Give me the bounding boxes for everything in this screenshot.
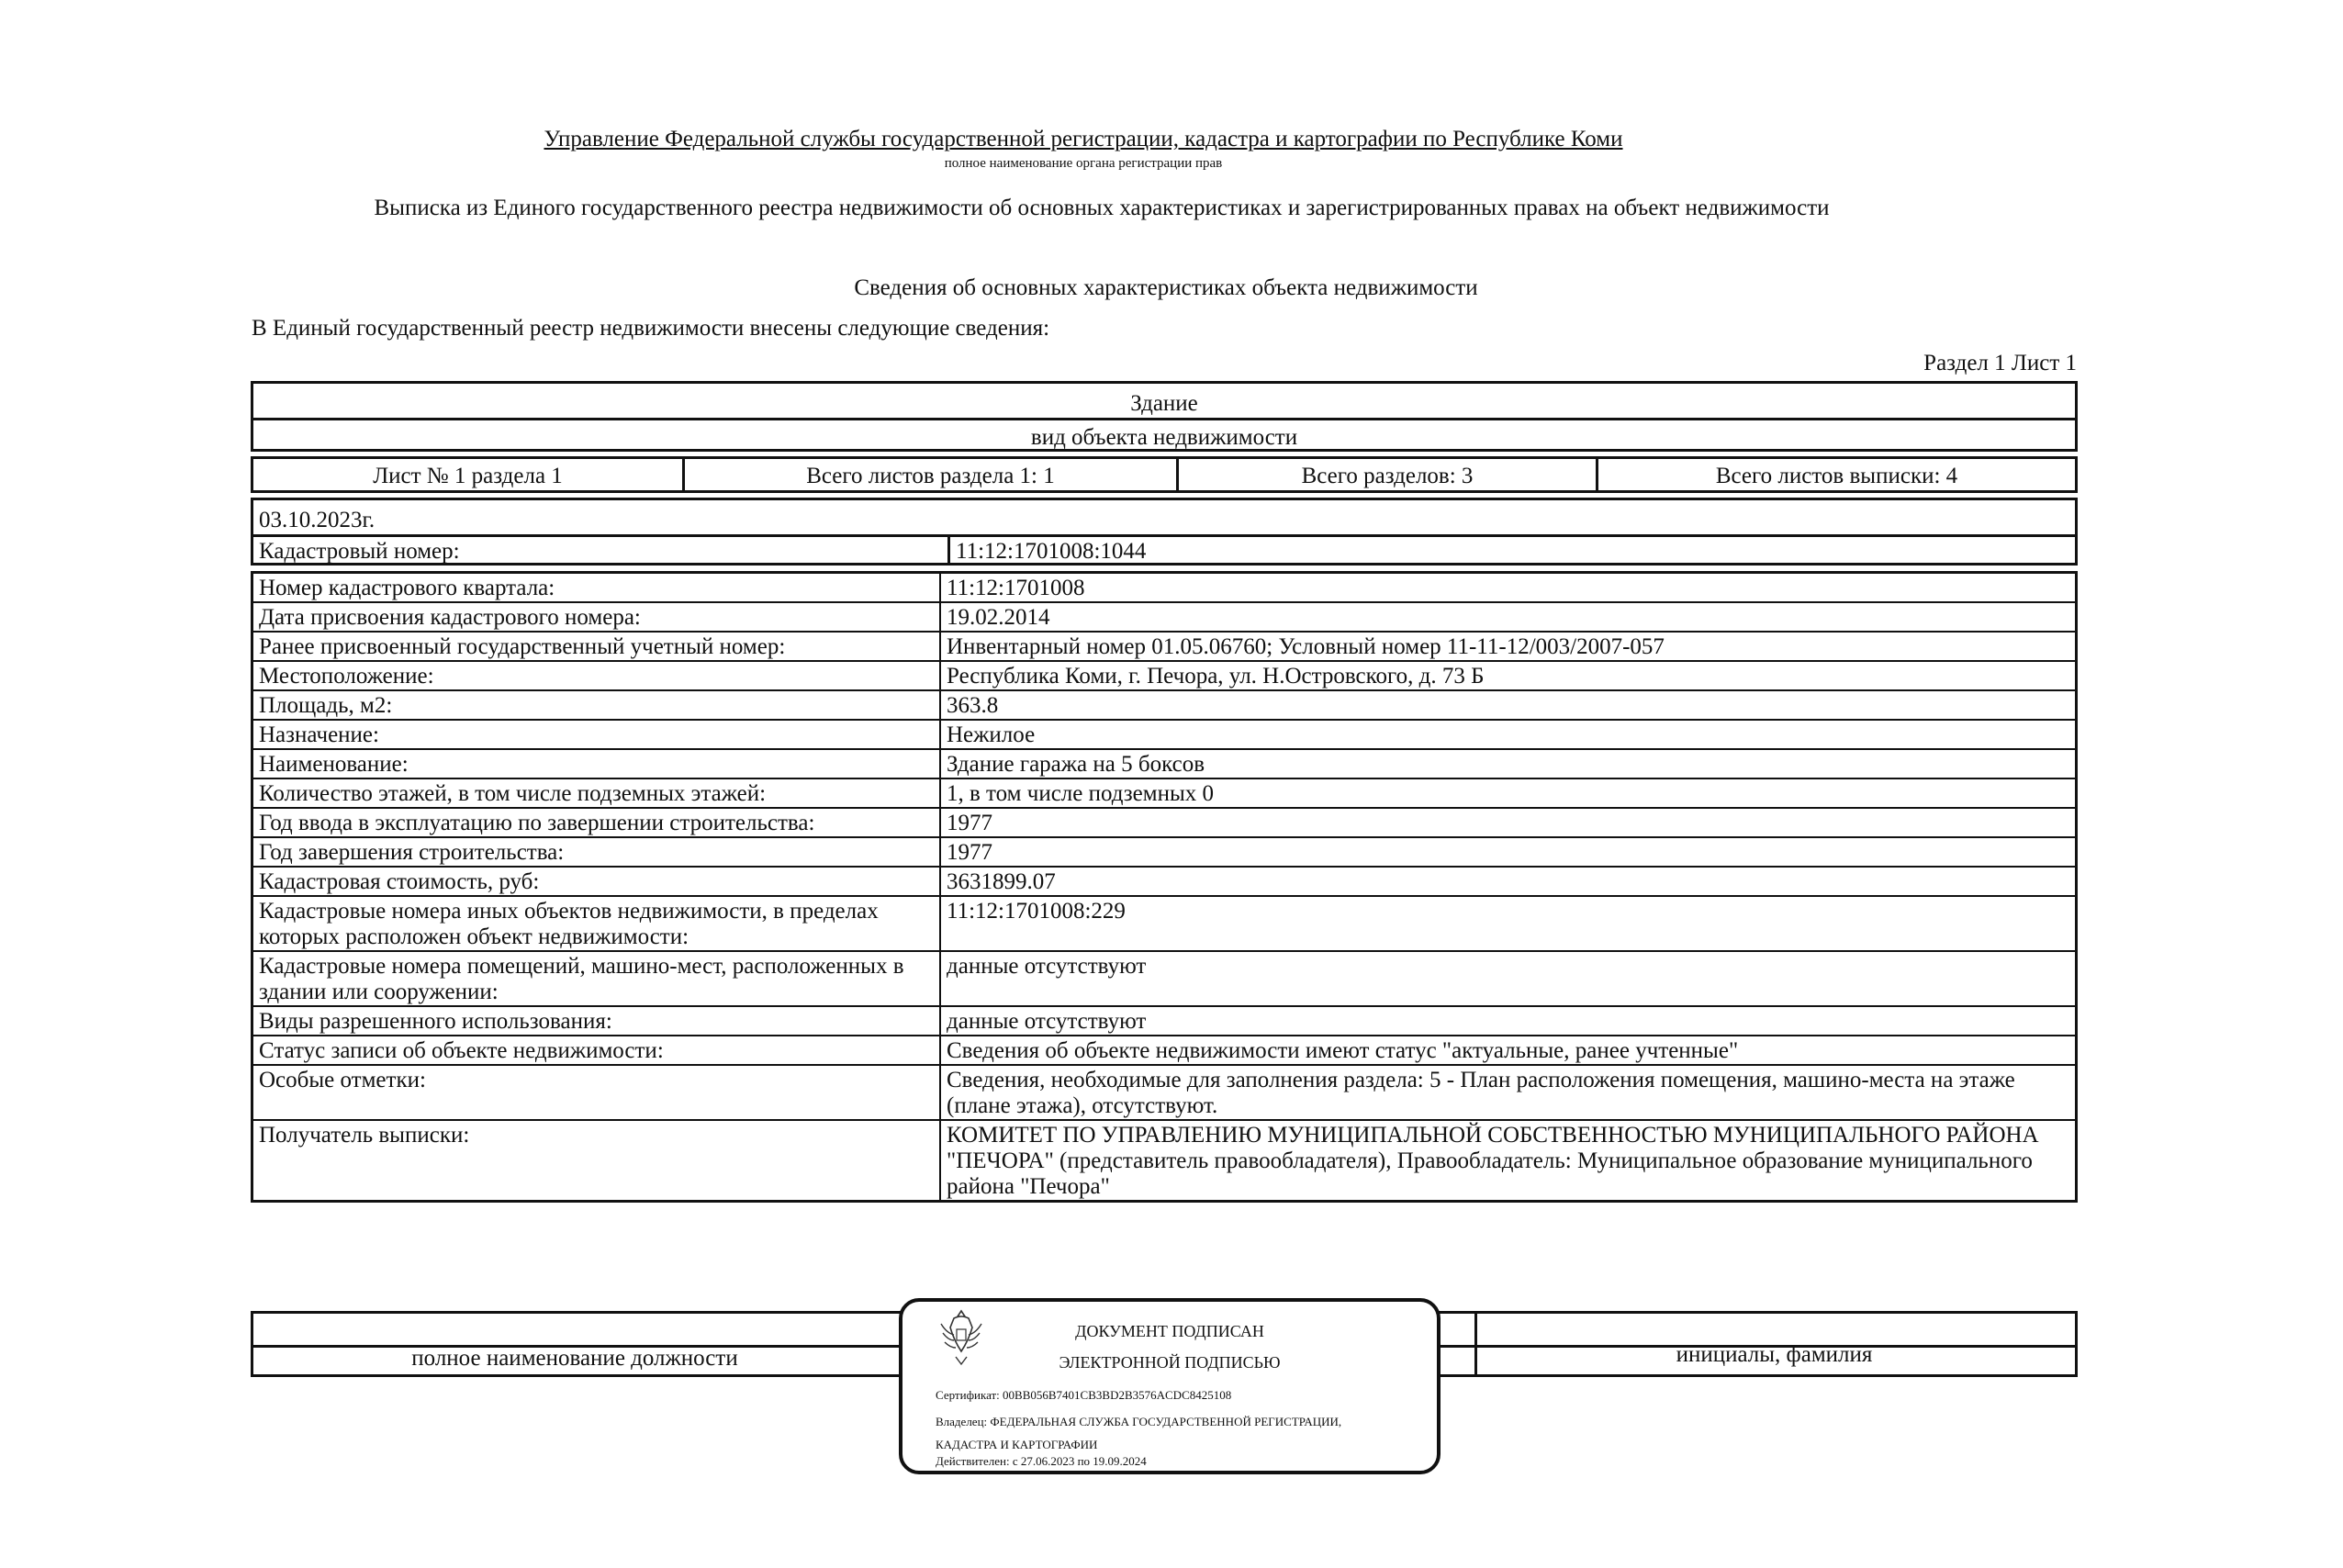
row-label: Особые отметки: xyxy=(252,1065,941,1120)
stamp-owner: Владелец: ФЕДЕРАЛЬНАЯ СЛУЖБА ГОСУДАРСТВЕННОЙ РЕГИСТРАЦИИ, КАДАСТРА И КАРТОГРАФИИ xyxy=(936,1415,1342,1451)
table-row xyxy=(252,951,2077,1006)
row-label: Кадастровые номера помещений, машино-мест, расположенных в здании или сооружении: xyxy=(252,951,941,1006)
row-label: Местоположение: xyxy=(252,661,941,690)
row-value: 1977 xyxy=(940,837,2077,867)
table-row xyxy=(252,1006,2077,1036)
object-type: Здание xyxy=(253,384,2075,420)
stamp-line-2: ЭЛЕКТРОННОЙ ПОДПИСЬЮ xyxy=(1059,1353,1281,1372)
row-label: Кадастровые номера иных объектов недвижимости, в пределах которых расположен объект недвижимости: xyxy=(252,896,941,951)
row-value: 11:12:1701008:229 xyxy=(940,896,2077,951)
row-value: Республика Коми, г. Печора, ул. Н.Островского, д. 73 Б xyxy=(940,661,2077,690)
row-label: Номер кадастрового квартала: xyxy=(252,573,941,603)
table-row xyxy=(252,1036,2077,1065)
name-caption: инициалы, фамилия xyxy=(1676,1342,1873,1367)
section-sheets-total: Всего листов раздела 1: 1 xyxy=(682,459,1176,490)
row-value: КОМИТЕТ ПО УПРАВЛЕНИЮ МУНИЦИПАЛЬНОЙ СОБСТВЕННОСТЬЮ МУНИЦИПАЛЬНОГО РАЙОНА "ПЕЧОРА" (представитель правообладателя), Правообладатель: Муниципальное образование муниципального района "Печора" xyxy=(940,1120,2077,1202)
row-label: Кадастровая стоимость, руб: xyxy=(252,867,941,896)
registry-org-caption: полное наименование органа регистрации прав xyxy=(944,156,1223,171)
row-label: Ранее присвоенный государственный учетный номер: xyxy=(252,632,941,661)
row-value: 1977 xyxy=(940,808,2077,837)
table-row xyxy=(252,720,2077,749)
row-value: 11:12:1701008 xyxy=(940,573,2077,603)
row-label: Дата присвоения кадастрового номера: xyxy=(252,602,941,632)
row-value: 1, в том числе подземных 0 xyxy=(940,778,2077,808)
row-value: 363.8 xyxy=(940,690,2077,720)
table-row xyxy=(252,867,2077,896)
row-label: Статус записи об объекте недвижимости: xyxy=(252,1036,941,1065)
table-row xyxy=(252,808,2077,837)
cadastral-number-label: Кадастровый номер: xyxy=(259,539,460,564)
table-row xyxy=(252,778,2077,808)
row-value: Сведения об объекте недвижимости имеют статус "актуальные, ранее учтенные" xyxy=(940,1036,2077,1065)
row-label: Год завершения строительства: xyxy=(252,837,941,867)
row-label: Площадь, м2: xyxy=(252,690,941,720)
table-row xyxy=(252,896,2077,951)
row-value: данные отсутствуют xyxy=(940,951,2077,1006)
object-type-block xyxy=(251,381,2078,452)
stamp-line-1: ДОКУМЕНТ ПОДПИСАН xyxy=(1075,1322,1264,1340)
table-row xyxy=(252,1120,2077,1202)
electronic-signature-stamp xyxy=(899,1298,1441,1474)
table-row xyxy=(252,1065,2077,1120)
document-title: Выписка из Единого государственного реестра недвижимости об основных характеристиках и зарегистрированных правах на объект недвижимости xyxy=(374,196,1830,220)
row-label: Виды разрешенного использования: xyxy=(252,1006,941,1036)
section-sheet-label: Раздел 1 Лист 1 xyxy=(1923,351,2077,375)
row-label: Количество этажей, в том числе подземных этажей: xyxy=(252,778,941,808)
stamp-certificate: Сертификат: 00BB056B7401CB3BD2B3576ACDC8425108 xyxy=(936,1388,1232,1402)
row-value: Нежилое xyxy=(940,720,2077,749)
row-value: 19.02.2014 xyxy=(940,602,2077,632)
row-label: Год ввода в эксплуатацию по завершении строительства: xyxy=(252,808,941,837)
position-caption: полное наименование должности xyxy=(411,1346,738,1371)
sheet-number: Лист № 1 раздела 1 xyxy=(373,464,563,488)
characteristics-table xyxy=(251,571,2078,1203)
table-row xyxy=(252,749,2077,778)
row-value: Инвентарный номер 01.05.06760; Условный номер 11-11-12/003/2007-057 xyxy=(940,632,2077,661)
row-label: Получатель выписки: xyxy=(252,1120,941,1202)
row-value: Здание гаража на 5 боксов xyxy=(940,749,2077,778)
table-row xyxy=(252,632,2077,661)
intro-text: В Единый государственный реестр недвижимости внесены следующие сведения: xyxy=(252,316,1050,341)
extract-date: 03.10.2023г. xyxy=(253,500,2075,537)
row-value: 3631899.07 xyxy=(940,867,2077,896)
stamp-validity: Действителен: с 27.06.2023 по 19.09.2024 xyxy=(936,1454,1147,1468)
object-type-caption: вид объекта недвижимости xyxy=(1030,425,1298,450)
table-row xyxy=(252,837,2077,867)
sheet-info-row xyxy=(251,456,2078,493)
table-row xyxy=(252,573,2077,603)
extract-sheets-total: Всего листов выписки: 4 xyxy=(1596,459,2075,490)
table-row xyxy=(252,661,2077,690)
row-value: данные отсутствуют xyxy=(940,1006,2077,1036)
row-value: Сведения, необходимые для заполнения раздела: 5 - План расположения помещения, машино-места на этаже (плане этажа), отсутствуют. xyxy=(940,1065,2077,1120)
section-title: Сведения об основных характеристиках объекта недвижимости xyxy=(854,275,1478,300)
cadastral-number-value: 11:12:1701008:1044 xyxy=(947,537,2075,566)
row-label: Наименование: xyxy=(252,749,941,778)
table-row xyxy=(252,690,2077,720)
date-cadastral-block xyxy=(251,498,2078,566)
sections-total: Всего разделов: 3 xyxy=(1176,459,1596,490)
registry-org-name: Управление Федеральной службы государственной регистрации, кадастра и картографии по Республике Коми xyxy=(544,127,1623,151)
table-row xyxy=(252,602,2077,632)
row-label: Назначение: xyxy=(252,720,941,749)
